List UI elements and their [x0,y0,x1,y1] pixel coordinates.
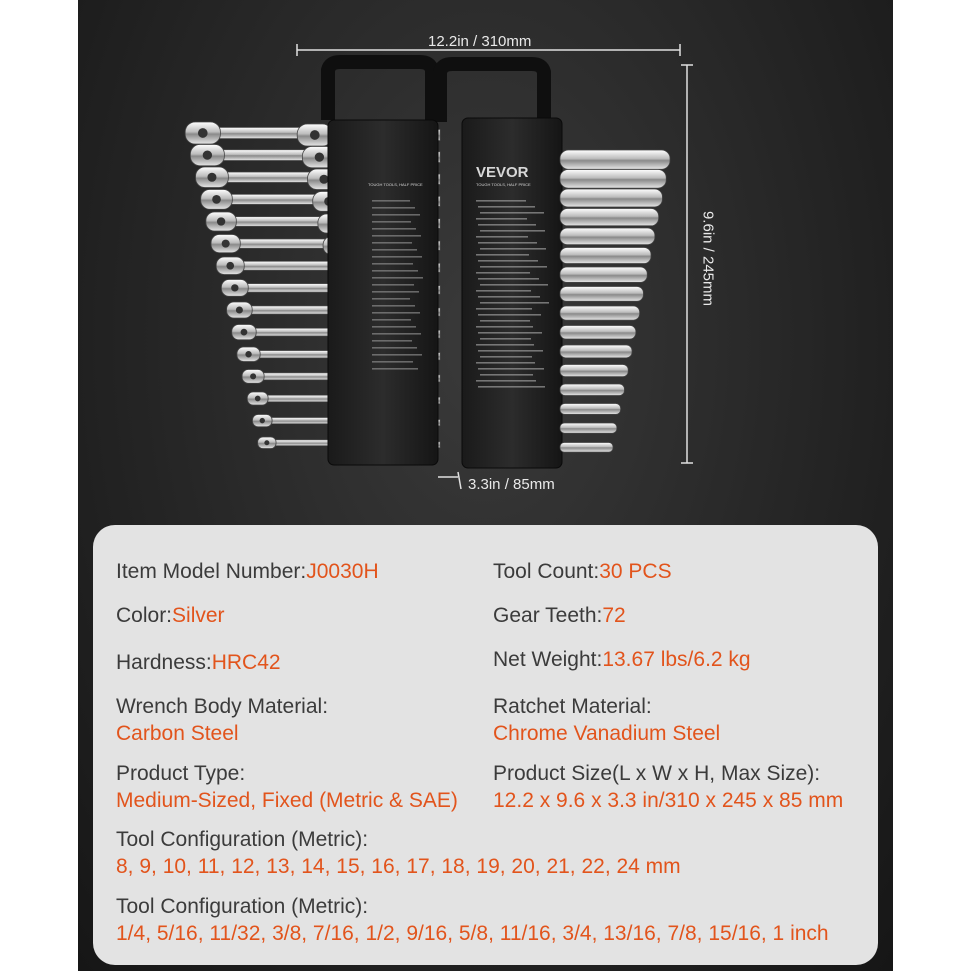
wrench [242,370,330,384]
wrench [232,325,330,340]
spec-value: HRC42 [211,651,281,674]
wrench-head [560,228,655,245]
wrench-head [560,404,621,415]
wrench-head [560,365,628,377]
wrench-head [560,209,659,226]
spec-value: Carbon Steel [116,722,239,745]
spec-value: 1/4, 5/16, 11/32, 3/8, 7/16, 1/2, 9/16, 5/8, 11/16, 3/4, 13/16, 7/8, 15/16, 1 inch [116,922,829,945]
wrench [221,280,330,297]
rack-tagline: TOUGH TOOLS, HALF PRICE [476,182,531,187]
wrenches-right [560,150,670,452]
spec-label: Tool Count: [493,560,600,583]
height-dimension: 9.6in / 245mm [699,210,717,307]
wrench [206,212,330,231]
spec-config-metric [116,826,681,880]
spec-color [116,602,225,629]
wrench-head [560,345,632,358]
spec-body-material [116,693,328,747]
spec-value: 8, 9, 10, 11, 12, 13, 14, 15, 16, 17, 18, 19, 20, 21, 22, 24 mm [116,855,681,878]
spec-net-weight [493,646,751,673]
spec-label: Wrench Body Material: [116,695,329,718]
rack-tagline-left: TOUGH TOOLS, HALF PRICE [368,182,423,187]
width-dimension: 12.2in / 310mm [428,33,532,50]
wrench [237,347,330,362]
wrench-head [560,248,651,264]
spec-gear-teeth [493,602,626,629]
wrench-head [560,443,613,453]
spec-product-type [116,760,458,814]
spec-label: Tool Configuration (Metric): [116,895,369,918]
wrench-head [560,267,647,282]
spec-ratchet-material [493,693,720,747]
wrench-head [560,384,624,396]
spec-label: Net Weight: [493,648,603,671]
wrench [211,235,330,253]
spec-value: J0030H [306,560,379,583]
spec-value: 12.2 x 9.6 x 3.3 in/310 x 245 x 85 mm [493,789,844,812]
wrench [258,437,330,449]
spec-value: Chrome Vanadium Steel [493,722,721,745]
wrench-head [560,423,617,433]
spec-value: 13.67 lbs/6.2 kg [602,648,751,671]
wrench [201,190,330,210]
spec-label: Hardness: [116,651,212,674]
wrench [227,302,330,318]
wrench-head [560,170,666,189]
spec-value: Medium-Sized, Fixed (Metric & SAE) [116,789,458,812]
spec-label: Ratchet Material: [493,695,652,718]
spec-value: 30 PCS [599,560,672,583]
spec-label: Gear Teeth: [493,604,603,627]
wrench-head [560,306,640,320]
wrench-head [560,189,662,207]
spec-label: Item Model Number: [116,560,307,583]
spec-tool-count [493,558,672,585]
spec-config-sae [116,893,829,947]
spec-value: 72 [602,604,626,627]
spec-label: Tool Configuration (Metric): [116,828,369,851]
spec-model [116,558,379,585]
rack-handles [328,62,544,122]
spec-label: Product Size(L x W x H, Max Size): [493,762,821,785]
wrench [247,392,330,405]
wrench [216,257,330,275]
wrench-head [560,150,670,169]
spec-product-size [493,760,843,814]
spec-hardness [116,649,281,676]
spec-label: Color: [116,604,173,627]
depth-dimension: 3.3in / 85mm [468,476,555,493]
spec-value: Silver [172,604,225,627]
wrench-head [560,326,636,339]
rack-brand: VEVOR [476,164,529,181]
wrench [252,415,330,427]
wrench-head [560,287,643,302]
spec-label: Product Type: [116,762,246,785]
